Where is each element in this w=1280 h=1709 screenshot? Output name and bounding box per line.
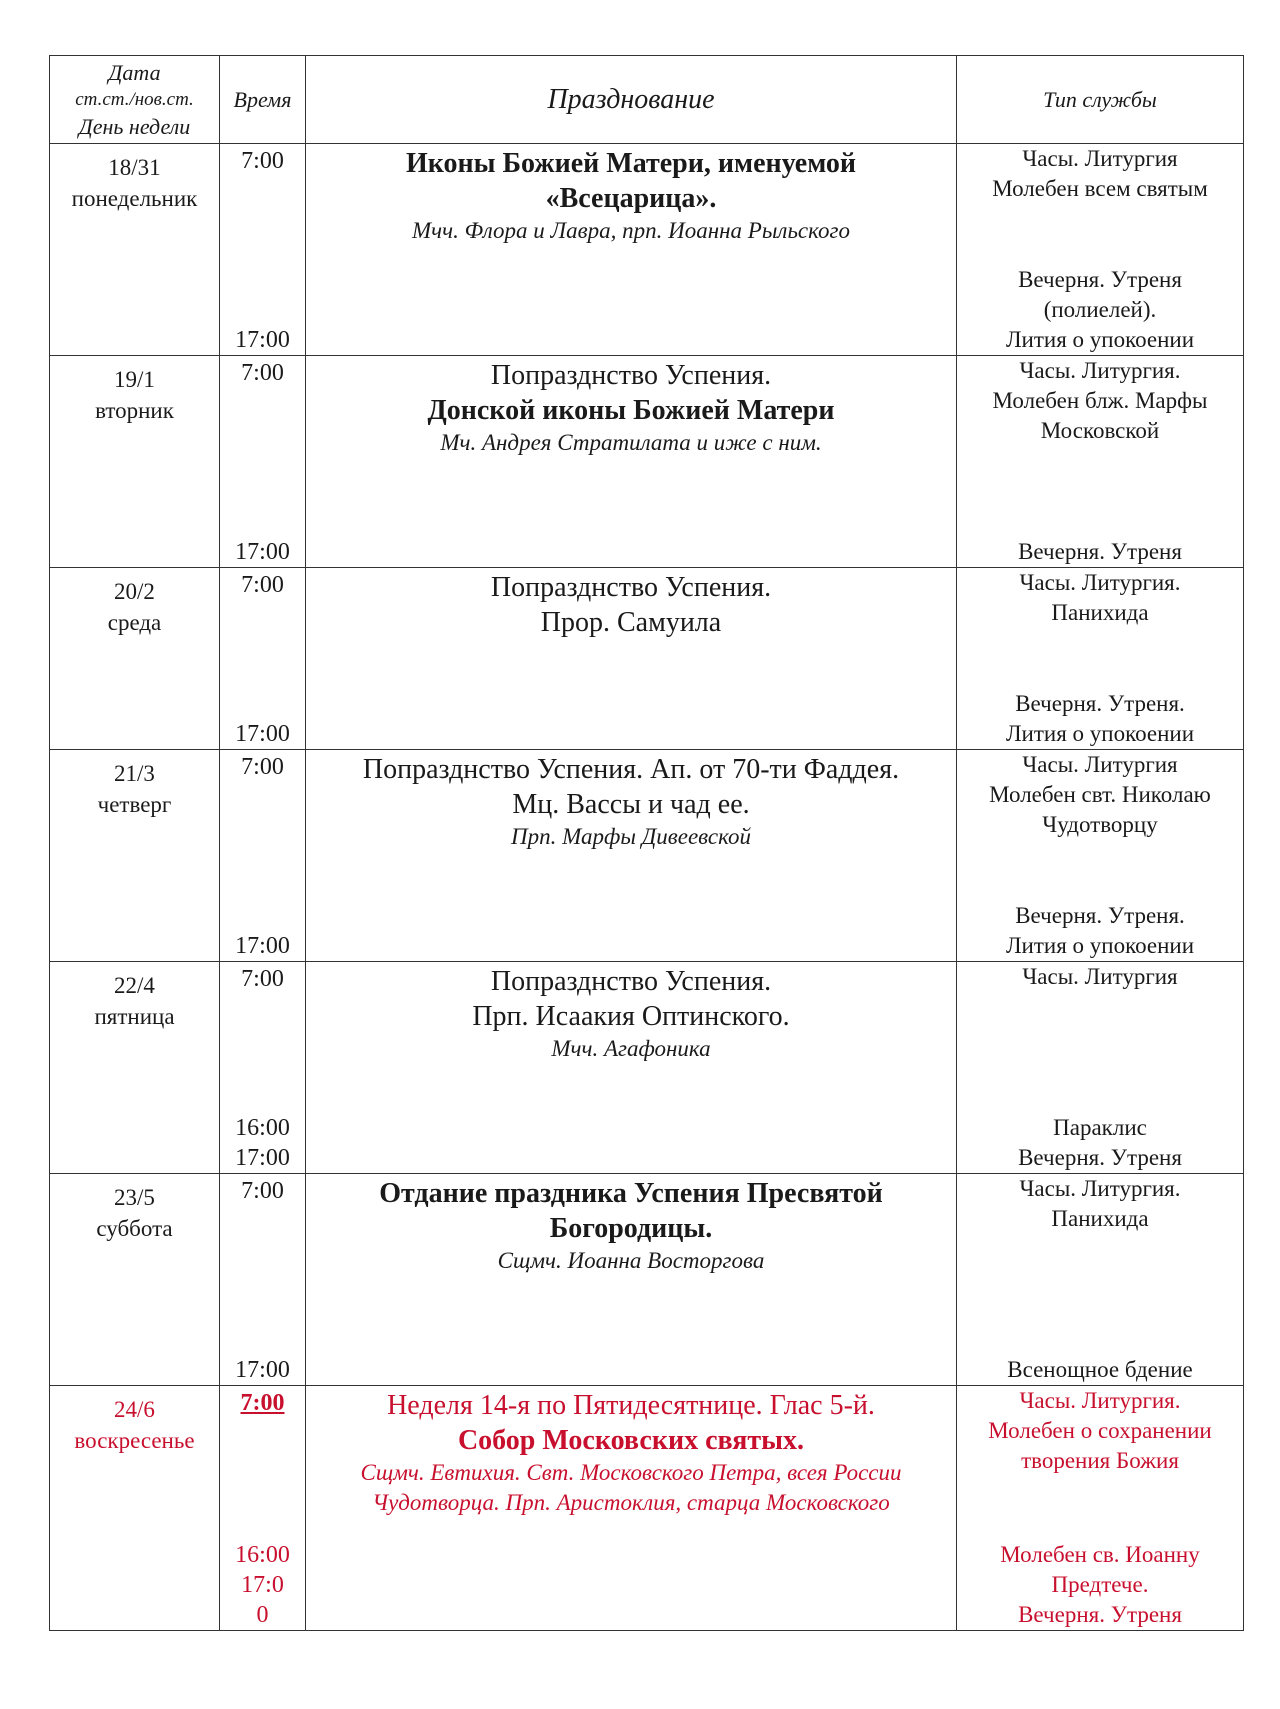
header-service-type: Тип службы xyxy=(957,56,1244,144)
service-afternoon-2: Предтече. xyxy=(1051,1572,1149,1597)
date-cell xyxy=(50,144,220,356)
table-row xyxy=(50,568,1244,750)
date-cell xyxy=(50,568,220,750)
header-date-label: Дата xyxy=(108,60,161,85)
table-row xyxy=(50,750,1244,962)
date-value: 18/31 xyxy=(108,155,161,180)
celebration-title-2: Прп. Исаакия Оптинского. xyxy=(472,1001,790,1032)
time-afternoon: 16:00 xyxy=(235,1115,290,1141)
celebration-cell xyxy=(306,1174,957,1386)
time-morning: 7:00 xyxy=(241,754,284,780)
celebration-cell xyxy=(306,144,957,356)
service-evening-3: Лития о упокоении xyxy=(1005,327,1195,352)
time-morning: 7:00 xyxy=(241,360,284,386)
celebration-cell xyxy=(306,356,957,568)
date-cell xyxy=(50,750,220,962)
date-cell xyxy=(50,1386,220,1631)
service-morning: Часы. Литургия xyxy=(1022,964,1178,989)
date-cell xyxy=(50,356,220,568)
table-row xyxy=(50,356,1244,568)
service-morning-2: Молебен всем святым xyxy=(992,176,1208,201)
celebration-title-2: Богородицы. xyxy=(549,1213,713,1244)
time-cell xyxy=(220,1386,306,1631)
service-evening: Всенощное бдение xyxy=(1007,1357,1193,1382)
time-cell xyxy=(220,1174,306,1386)
celebration-title-2: Прор. Самуила xyxy=(540,607,722,638)
header-date xyxy=(50,56,220,144)
service-morning: Часы. Литургия xyxy=(1022,752,1178,777)
date-value: 19/1 xyxy=(114,367,155,392)
weekday-value: пятница xyxy=(94,1004,175,1029)
time-evening-group xyxy=(220,1540,305,1630)
time-afternoon: 16:00 xyxy=(235,1542,290,1568)
header-weekday-label: День недели xyxy=(78,114,191,139)
date-cell xyxy=(50,1174,220,1386)
time-cell xyxy=(220,356,306,568)
saints-line: Мч. Андрея Стратилата и иже с ним. xyxy=(440,430,822,455)
service-morning: Часы. Литургия. xyxy=(1019,1388,1181,1413)
service-morning-2: Молебен о сохранении xyxy=(988,1418,1212,1443)
service-type-cell xyxy=(957,144,1244,356)
time-cell xyxy=(220,750,306,962)
saints-line: Прп. Марфы Дивеевской xyxy=(511,824,751,849)
service-morning-2: Панихида xyxy=(1051,600,1149,625)
weekday-value: среда xyxy=(107,610,162,635)
table-row xyxy=(50,962,1244,1174)
celebration-cell xyxy=(306,568,957,750)
service-evening: Вечерня. Утреня. xyxy=(1015,903,1185,928)
celebration-title: Отдание праздника Успения Пресвятой xyxy=(379,1178,883,1209)
service-afternoon: Молебен св. Иоанну xyxy=(1000,1542,1200,1567)
celebration-title: Попразднство Успения. Ап. от 70-ти Фаддея. xyxy=(362,754,900,785)
saints-line: Сщмч. Иоанна Восторгова xyxy=(497,1248,765,1273)
time-evening: 17:00 xyxy=(235,1145,290,1171)
time-morning: 7:00 xyxy=(241,572,284,598)
time-cell xyxy=(220,144,306,356)
service-type-cell xyxy=(957,962,1244,1174)
weekday-value: понедельник xyxy=(71,186,198,211)
service-type-cell xyxy=(957,750,1244,962)
service-evening: Вечерня. Утреня xyxy=(1018,267,1182,292)
saints-line: Мчч. Флора и Лавра, прп. Иоанна Рыльского xyxy=(412,218,850,243)
time-cell xyxy=(220,568,306,750)
time-evening-group xyxy=(220,1113,305,1173)
table-row xyxy=(50,144,1244,356)
time-morning: 7:00 xyxy=(241,148,284,174)
time-evening: 17:00 xyxy=(235,1357,290,1383)
saints-line: Сщмч. Евтихия. Свт. Московского Петра, всея России xyxy=(360,1460,902,1485)
celebration-title: Попразднство Успения. xyxy=(490,966,772,997)
time-evening: 17:00 xyxy=(235,721,290,747)
time-evening: 17:00 xyxy=(235,933,290,959)
weekday-value: суббота xyxy=(96,1216,173,1241)
service-type-cell xyxy=(957,356,1244,568)
saints-line-2: Чудотворца. Прп. Аристоклия, старца Московского xyxy=(372,1490,890,1515)
time-evening: 17:00 xyxy=(235,327,290,353)
service-morning-3: Чудотворцу xyxy=(1042,812,1158,837)
time-evening-wrap: 0 xyxy=(256,1602,269,1628)
service-morning: Часы. Литургия. xyxy=(1019,358,1181,383)
service-type-cell xyxy=(957,568,1244,750)
schedule-table xyxy=(49,55,1244,1631)
celebration-title-2: Мц. Вассы и чад ее. xyxy=(512,789,750,820)
service-evening: Вечерня. Утреня xyxy=(1018,1145,1182,1170)
service-morning: Часы. Литургия. xyxy=(1019,570,1181,595)
celebration-cell xyxy=(306,1386,957,1631)
service-evening: Вечерня. Утреня. xyxy=(1015,691,1185,716)
celebration-title: Иконы Божией Матери, именуемой xyxy=(405,148,857,179)
saints-line: Мчч. Агафоника xyxy=(551,1036,711,1061)
header-time: Время xyxy=(220,56,306,144)
service-morning: Часы. Литургия. xyxy=(1019,1176,1181,1201)
weekday-value: воскресенье xyxy=(74,1428,195,1453)
date-value: 22/4 xyxy=(114,973,155,998)
service-morning-3: Московской xyxy=(1040,418,1160,443)
service-evening-2: Лития о упокоении xyxy=(1005,721,1195,746)
service-morning-2: Молебен блж. Марфы xyxy=(992,388,1208,413)
weekday-value: вторник xyxy=(95,398,174,423)
celebration-title-2: Собор Московских святых. xyxy=(457,1425,805,1456)
service-evening: Вечерня. Утреня xyxy=(1018,539,1182,564)
table-row xyxy=(50,1174,1244,1386)
date-value: 24/6 xyxy=(114,1397,155,1422)
date-value: 23/5 xyxy=(114,1185,155,1210)
celebration-title-2: «Всецарица». xyxy=(545,183,717,214)
date-value: 21/3 xyxy=(114,761,155,786)
service-afternoon: Параклис xyxy=(1053,1115,1147,1140)
service-morning-3: творения Божия xyxy=(1021,1448,1179,1473)
date-cell xyxy=(50,962,220,1174)
service-morning-2: Панихида xyxy=(1051,1206,1149,1231)
time-morning: 7:00 xyxy=(240,1390,285,1416)
service-evening: Вечерня. Утреня xyxy=(1018,1602,1182,1627)
time-evening: 17:0 xyxy=(241,1572,284,1598)
celebration-cell xyxy=(306,962,957,1174)
time-morning: 7:00 xyxy=(241,1178,284,1204)
time-cell xyxy=(220,962,306,1174)
weekday-value: четверг xyxy=(97,792,172,817)
header-row xyxy=(50,56,1244,144)
celebration-title: Попразднство Успения. xyxy=(490,360,772,391)
service-morning: Часы. Литургия xyxy=(1022,146,1178,171)
service-type-cell xyxy=(957,1174,1244,1386)
celebration-title: Неделя 14-я по Пятидесятнице. Глас 5-й. xyxy=(387,1390,875,1421)
service-evening-2: Лития о упокоении xyxy=(1005,933,1195,958)
service-type-cell xyxy=(957,1386,1244,1631)
celebration-cell xyxy=(306,750,957,962)
date-value: 20/2 xyxy=(114,579,155,604)
celebration-title: Попразднство Успения. xyxy=(490,572,772,603)
celebration-title-2: Донской иконы Божией Матери xyxy=(427,395,835,426)
table-row-sunday xyxy=(50,1386,1244,1631)
service-evening-2: (полиелей). xyxy=(1043,297,1157,322)
header-celebration: Празднование xyxy=(306,56,957,144)
header-date-style: ст.ст./нов.ст. xyxy=(75,89,194,110)
time-evening: 17:00 xyxy=(235,539,290,565)
service-morning-2: Молебен свт. Николаю xyxy=(989,782,1211,807)
time-morning: 7:00 xyxy=(241,966,284,992)
